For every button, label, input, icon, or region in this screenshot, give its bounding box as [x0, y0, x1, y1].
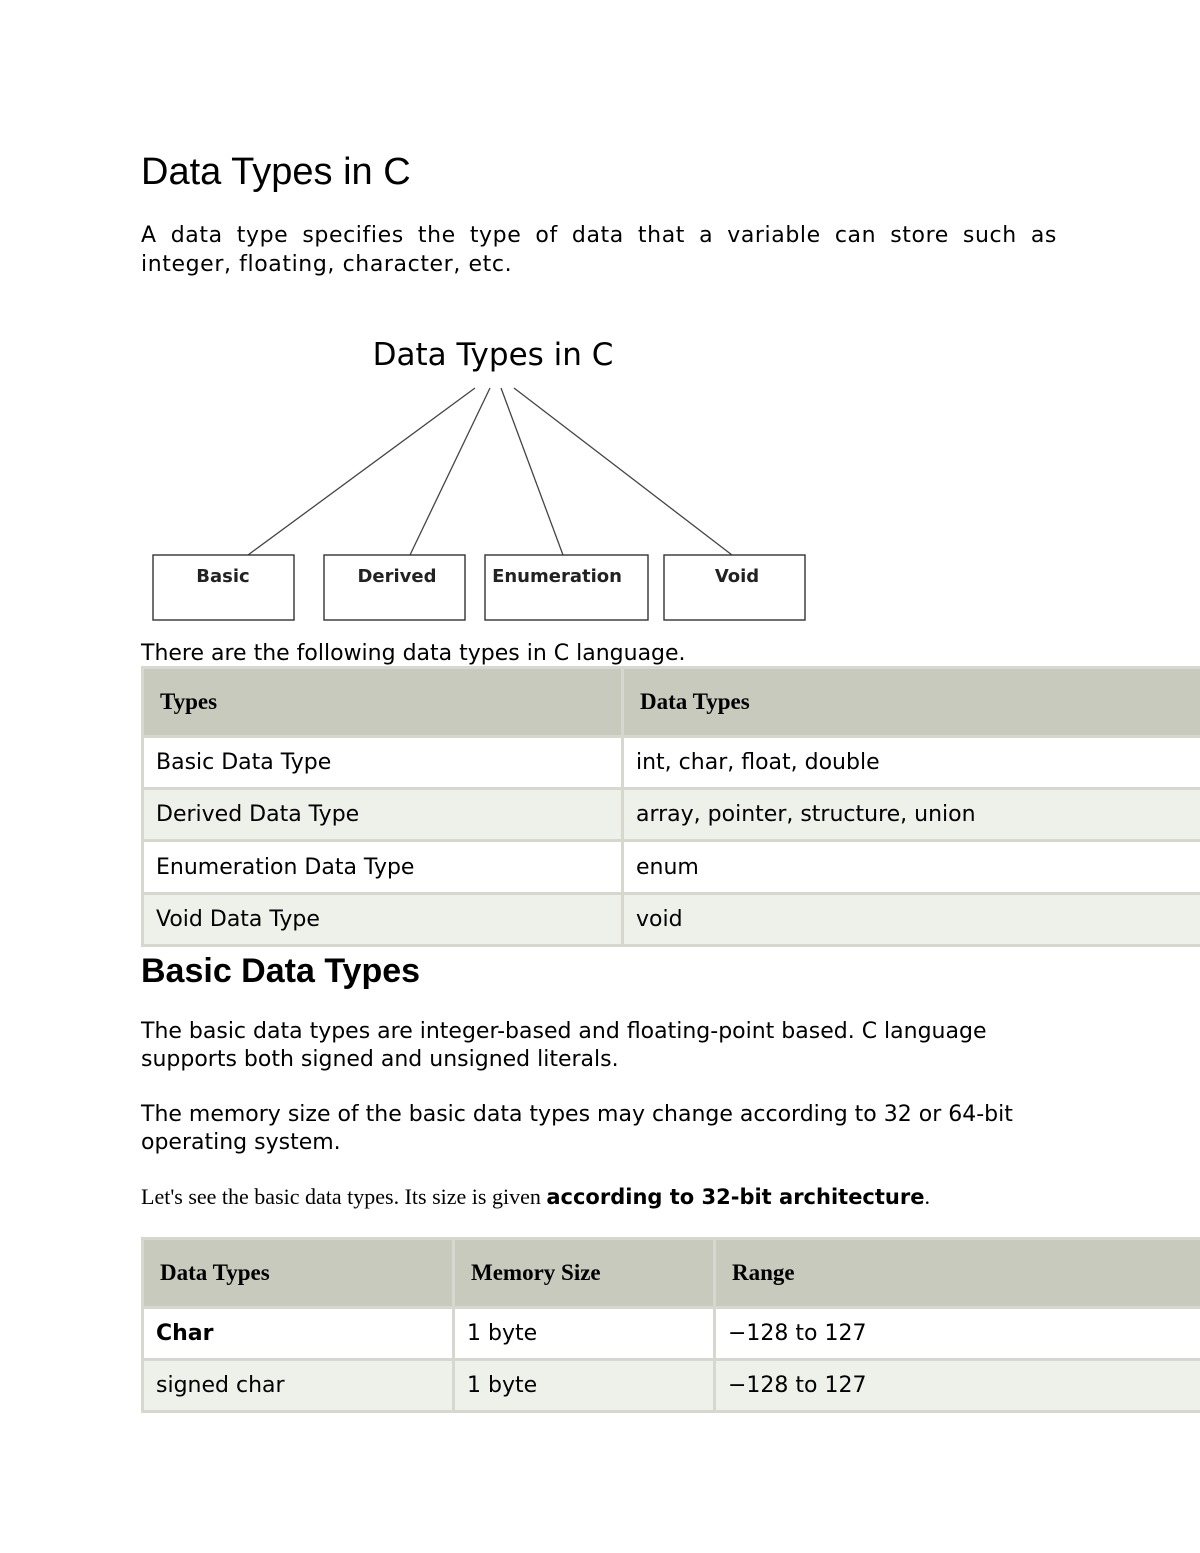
diagram-child-derived: Derived — [357, 566, 437, 587]
section-heading-basic-data-types: Basic Data Types — [141, 952, 421, 990]
table-cell: int, char, float, double — [623, 737, 1200, 789]
table-cell: Char — [143, 1308, 454, 1360]
table-cell: Derived Data Type — [143, 789, 623, 841]
basic-paragraph-2: The memory size of the basic data types may change according to 32 or 64-bit operating system. — [141, 1102, 1013, 1155]
types-header-datatypes: Data Types — [623, 668, 1200, 737]
connector-void — [514, 388, 732, 555]
table-row — [143, 1308, 1200, 1360]
intro-paragraph: A data type specifies the type of data that a variable can store such as integer, floating, character, etc. — [141, 223, 1057, 277]
size-header-range: Range — [715, 1239, 1200, 1308]
diagram-child-enumeration: Enumeration — [492, 566, 622, 587]
types-table — [141, 666, 1200, 947]
table-row — [143, 737, 1200, 789]
table-cell: Basic Data Type — [143, 737, 623, 789]
connector-enumeration — [501, 388, 563, 555]
connector-basic — [248, 388, 475, 555]
box-basic — [153, 555, 294, 620]
table-cell: Enumeration Data Type — [143, 841, 623, 894]
page-title: Data Types in C — [141, 151, 411, 193]
diagram-child-basic: Basic — [196, 566, 250, 587]
size-note-prefix: Let's see the basic data types. Its size is given — [141, 1184, 547, 1209]
size-header-datatypes: Data Types — [143, 1239, 454, 1308]
table-cell: 1 byte — [454, 1308, 715, 1360]
table-row — [143, 894, 1200, 946]
data-types-diagram — [140, 318, 820, 628]
connector-derived — [410, 388, 490, 555]
table-cell: array, pointer, structure, union — [623, 789, 1200, 841]
size-note-suffix: . — [924, 1184, 930, 1209]
table-cell: void — [623, 894, 1200, 946]
table-row — [143, 1360, 1200, 1412]
diagram-connectors — [248, 388, 732, 555]
table-cell: signed char — [143, 1360, 454, 1412]
table-cell: −128 to 127 — [715, 1308, 1200, 1360]
table-row — [143, 789, 1200, 841]
types-header-types: Types — [143, 668, 623, 737]
size-table — [141, 1237, 1200, 1413]
table-cell: Void Data Type — [143, 894, 623, 946]
table-cell: −128 to 127 — [715, 1360, 1200, 1412]
basic-paragraph-1: The basic data types are integer-based and floating-point based. C language supports both signed and unsigned literals. — [141, 1019, 987, 1072]
diagram-child-void: Void — [714, 566, 760, 587]
size-table-header — [143, 1239, 1200, 1308]
size-note — [141, 1183, 930, 1212]
table-cell: 1 byte — [454, 1360, 715, 1412]
diagram-root-label: Data Types in C — [372, 337, 614, 373]
box-void — [664, 555, 805, 620]
box-derived — [324, 555, 465, 620]
size-note-bold: according to 32-bit architecture — [546, 1185, 925, 1209]
table-row — [143, 841, 1200, 894]
box-enumeration — [485, 555, 648, 620]
size-header-memory: Memory Size — [454, 1239, 715, 1308]
table-cell: enum — [623, 841, 1200, 894]
types-table-header — [143, 668, 1200, 737]
following-text: There are the following data types in C language. — [141, 641, 686, 666]
